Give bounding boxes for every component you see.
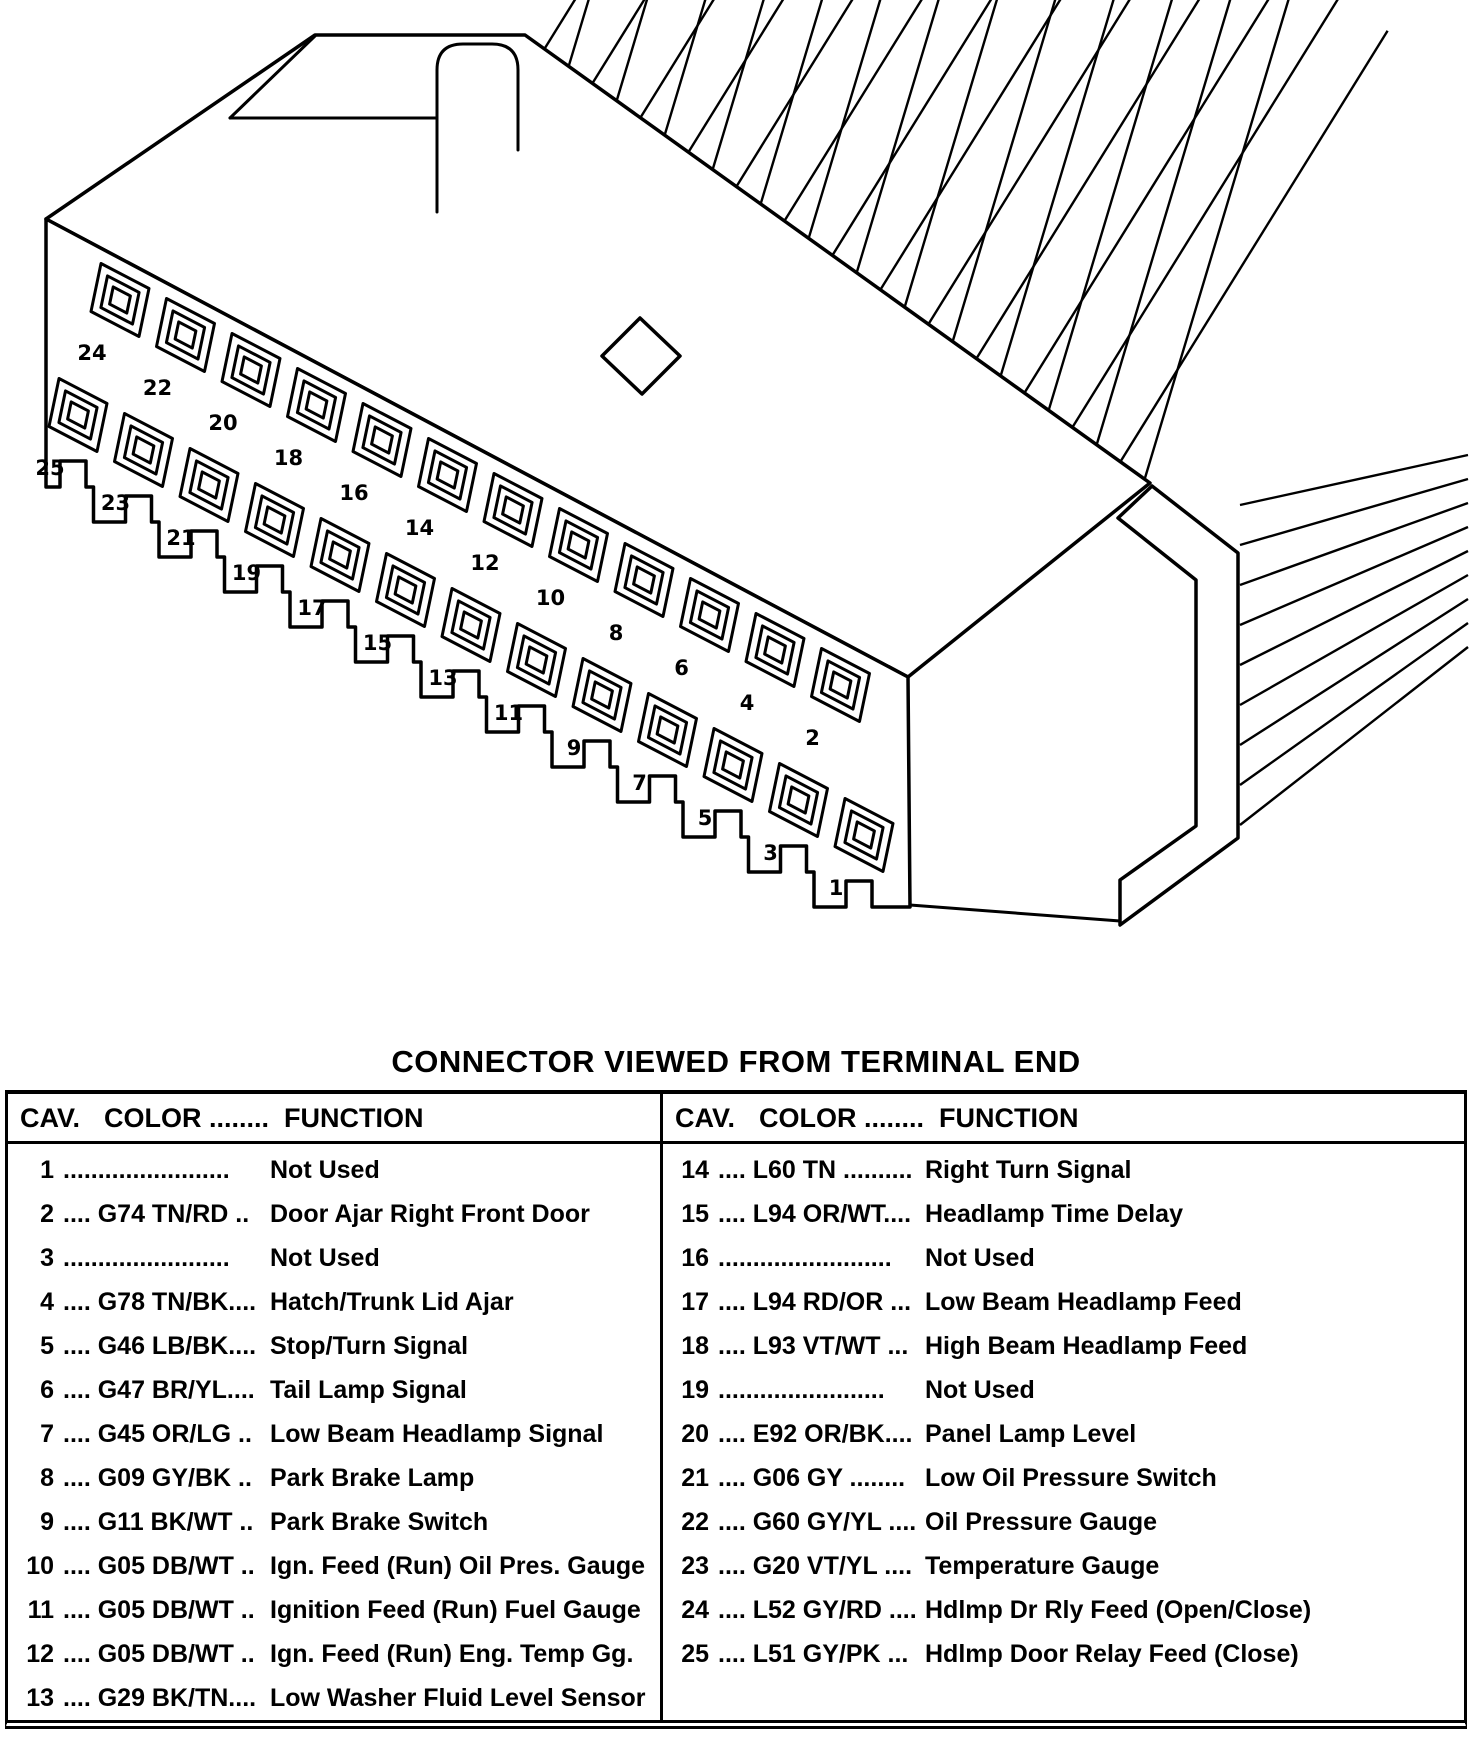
table-row: [8, 1324, 660, 1368]
cavity-number: 5: [40, 1332, 54, 1360]
pin-number: 17: [297, 596, 327, 620]
pin-number: 14: [404, 516, 435, 540]
cavity-number: 19: [681, 1376, 709, 1404]
function-label: High Beam Headlamp Feed: [925, 1332, 1248, 1360]
wire-color: .... G05 DB/WT ..: [63, 1552, 255, 1580]
pin-number: 1: [828, 876, 844, 900]
table-row: [8, 1544, 660, 1588]
function-label: Door Ajar Right Front Door: [270, 1200, 590, 1228]
pin-number: 22: [142, 376, 173, 400]
cavity-number: 4: [40, 1288, 54, 1316]
function-label: Not Used: [925, 1244, 1035, 1272]
table-row: [8, 1236, 660, 1280]
cavity-number: 14: [681, 1156, 709, 1184]
pin-number: 12: [470, 551, 500, 575]
function-label: Not Used: [270, 1244, 380, 1272]
header-color: COLOR ........: [104, 1103, 270, 1133]
cavity-number: 1: [40, 1156, 54, 1184]
function-label: Right Turn Signal: [925, 1156, 1132, 1184]
wire-color: .........................: [718, 1244, 892, 1272]
cavity-number: 8: [40, 1464, 54, 1492]
table-right-rows: [663, 1144, 1464, 1676]
cavity-number: 16: [681, 1244, 709, 1272]
function-label: Ign. Feed (Run) Eng. Temp Gg.: [270, 1640, 634, 1668]
function-label: Hatch/Trunk Lid Ajar: [270, 1288, 514, 1316]
pin-number: 18: [273, 446, 304, 470]
pin-number: 25: [35, 456, 65, 480]
function-label: Headlamp Time Delay: [925, 1200, 1183, 1228]
cavity-number: 3: [40, 1244, 54, 1272]
wire-color: .... L52 GY/RD ....: [718, 1596, 917, 1624]
table-row: [663, 1500, 1464, 1544]
pinout-table: [5, 1090, 1467, 1729]
wire-color: .... L94 RD/OR ...: [718, 1288, 912, 1316]
table-row: [663, 1324, 1464, 1368]
wire-color: .... G05 DB/WT ..: [63, 1596, 255, 1624]
wire-color: ........................: [63, 1156, 230, 1184]
wire-color: ........................: [63, 1244, 230, 1272]
cavity-number: 9: [40, 1508, 54, 1536]
wire-color: .... G06 GY ........: [718, 1464, 906, 1492]
table-row: [663, 1544, 1464, 1588]
function-label: Low Beam Headlamp Feed: [925, 1288, 1242, 1316]
pin-number: 4: [739, 691, 755, 715]
table-row: [663, 1632, 1464, 1676]
pin-number: 13: [428, 666, 458, 690]
function-label: Low Beam Headlamp Signal: [270, 1420, 604, 1448]
wire-color: .... L94 OR/WT....: [718, 1200, 912, 1228]
cavity-number: 15: [681, 1200, 709, 1228]
table-row: [8, 1192, 660, 1236]
wire-color: .... G45 OR/LG ..: [63, 1420, 252, 1448]
pin-number: 5: [697, 806, 713, 830]
table-row: [8, 1588, 660, 1632]
table-row: [663, 1588, 1464, 1632]
table-row: [8, 1148, 660, 1192]
wire-color: ........................: [718, 1376, 885, 1404]
pin-number: 2: [805, 726, 820, 750]
cavity-number: 17: [681, 1288, 709, 1316]
pin-number: 21: [166, 526, 196, 550]
wire-color: .... G09 GY/BK ..: [63, 1464, 252, 1492]
cavity-number: 18: [681, 1332, 709, 1360]
cavity-number: 23: [681, 1552, 709, 1580]
wire-color: .... G46 LB/BK....: [63, 1332, 257, 1360]
pin-number: 11: [493, 701, 524, 725]
function-label: Hdlmp Door Relay Feed (Close): [925, 1640, 1299, 1668]
wire-color: .... G05 DB/WT ..: [63, 1640, 255, 1668]
cavity-number: 20: [681, 1420, 709, 1448]
pin-number: 23: [100, 491, 131, 515]
strain-relief-bracket: [1118, 486, 1238, 925]
pin-number: 6: [674, 656, 689, 680]
table-right-column: [660, 1094, 1464, 1720]
wire-color: .... G74 TN/RD ..: [63, 1200, 250, 1228]
table-row: [663, 1412, 1464, 1456]
wire-color: .... G47 BR/YL....: [63, 1376, 255, 1404]
function-label: Park Brake Switch: [270, 1508, 489, 1536]
pin-number: 19: [231, 561, 262, 585]
pin-number: 10: [535, 586, 566, 610]
wire-color: .... G29 BK/TN....: [63, 1684, 257, 1712]
function-label: Stop/Turn Signal: [270, 1332, 469, 1360]
table-row: [663, 1368, 1464, 1412]
cavity-number: 2: [40, 1200, 54, 1228]
pin-number: 3: [763, 841, 778, 865]
function-label: Hdlmp Dr Rly Feed (Open/Close): [925, 1596, 1312, 1624]
wire-color: .... L93 VT/WT ...: [718, 1332, 909, 1360]
function-label: Tail Lamp Signal: [270, 1376, 467, 1404]
function-label: Oil Pressure Gauge: [925, 1508, 1158, 1536]
table-row: [8, 1500, 660, 1544]
pin-number: 15: [362, 631, 393, 655]
table-row: [663, 1148, 1464, 1192]
wire-color: .... L51 GY/PK ...: [718, 1640, 909, 1668]
header-cav: CAV.: [20, 1103, 81, 1133]
header-cav: CAV.: [675, 1103, 736, 1133]
pin-number: 24: [77, 341, 107, 365]
cavity-number: 10: [26, 1552, 54, 1580]
header-function: FUNCTION: [939, 1103, 1079, 1133]
header-color: COLOR ........: [759, 1103, 925, 1133]
cavity-number: 21: [681, 1464, 709, 1492]
table-row: [8, 1632, 660, 1676]
function-label: Temperature Gauge: [925, 1552, 1160, 1580]
pin-number: 7: [632, 771, 647, 795]
table-row: [8, 1280, 660, 1324]
table-row: [8, 1676, 660, 1720]
header-function: FUNCTION: [284, 1103, 424, 1133]
wire-color: .... G60 GY/YL ....: [718, 1508, 917, 1536]
table-left-column: [8, 1094, 660, 1720]
pin-number: 9: [566, 736, 582, 760]
function-label: Not Used: [925, 1376, 1035, 1404]
function-label: Ign. Feed (Run) Oil Pres. Gauge: [270, 1552, 646, 1580]
cavity-number: 7: [40, 1420, 54, 1448]
table-row: [8, 1456, 660, 1500]
cavity-number: 13: [26, 1684, 54, 1712]
cavity-number: 6: [40, 1376, 54, 1404]
pin-number: 8: [608, 621, 624, 645]
wire-color: .... G20 VT/YL ....: [718, 1552, 913, 1580]
body-bottom-edge: [910, 905, 1120, 921]
table-header: [8, 1094, 660, 1144]
function-label: Park Brake Lamp: [270, 1464, 475, 1492]
wire-color: .... E92 OR/BK....: [718, 1420, 913, 1448]
diagram-title: CONNECTOR VIEWED FROM TERMINAL END: [391, 1044, 1081, 1079]
function-label: Low Washer Fluid Level Sensor: [270, 1684, 646, 1712]
function-label: Panel Lamp Level: [925, 1420, 1137, 1448]
table-row: [663, 1192, 1464, 1236]
cavity-number: 12: [26, 1640, 54, 1668]
cavity-number: 25: [681, 1640, 709, 1668]
cavity-number: 24: [681, 1596, 709, 1624]
table-row: [8, 1368, 660, 1412]
pin-number: 20: [208, 411, 238, 435]
table-row: [663, 1236, 1464, 1280]
table-header: [663, 1094, 1464, 1144]
function-label: Not Used: [270, 1156, 380, 1184]
table-left-rows: [8, 1144, 660, 1720]
wire-color: .... G78 TN/BK....: [63, 1288, 257, 1316]
function-label: Ignition Feed (Run) Fuel Gauge: [270, 1596, 641, 1624]
wire-color: .... G11 BK/WT ..: [63, 1508, 254, 1536]
cavity-number: 22: [681, 1508, 709, 1536]
pin-number: 16: [339, 481, 369, 505]
function-label: Low Oil Pressure Switch: [925, 1464, 1217, 1492]
cavity-number: 11: [27, 1596, 54, 1624]
table-row: [8, 1412, 660, 1456]
wire-color: .... L60 TN ..........: [718, 1156, 913, 1184]
table-row: [663, 1280, 1464, 1324]
table-row: [663, 1456, 1464, 1500]
